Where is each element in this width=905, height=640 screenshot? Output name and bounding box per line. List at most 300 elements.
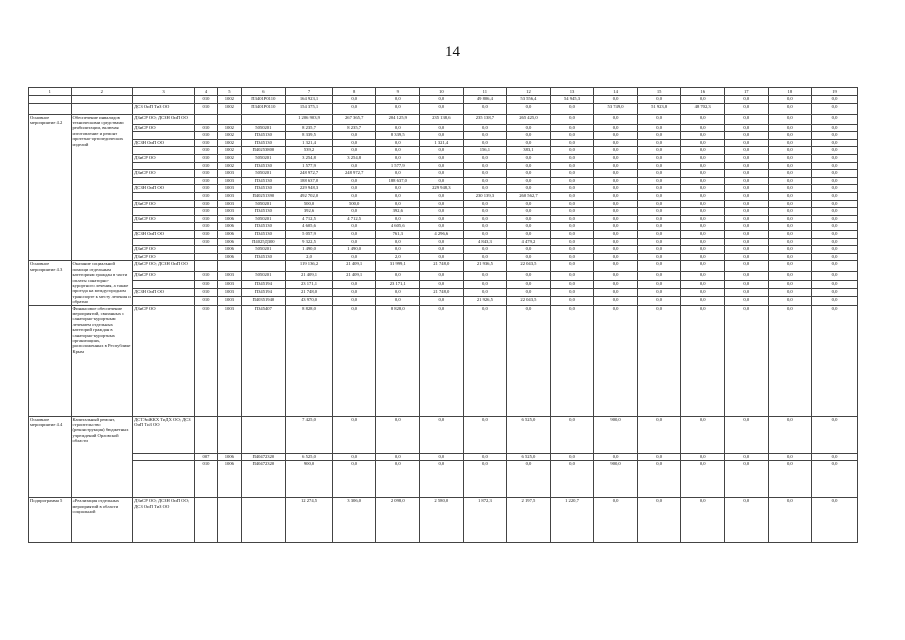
- amount-cell: 188 637,0: [286, 177, 333, 185]
- amount-cell: 0,0: [507, 288, 551, 296]
- amount-cell: 0,0: [812, 280, 858, 288]
- amount-cell: 6 525,0: [286, 453, 333, 461]
- amount-cell: 0,0: [550, 280, 594, 288]
- amount-cell: 0,0: [681, 253, 725, 261]
- amount-cell: 43 970,0: [286, 297, 333, 305]
- code-cell: 010: [194, 132, 217, 140]
- amount-cell: 0,0: [594, 192, 638, 200]
- table-row: [29, 177, 858, 185]
- amount-cell: 4 296,6: [420, 230, 464, 238]
- amount-cell: 0,0: [637, 185, 681, 193]
- code-cell: 1002: [218, 162, 241, 170]
- amount-cell: 0,0: [550, 230, 594, 238]
- amount-cell: 0,0: [812, 297, 858, 305]
- code-cell: 1006: [218, 253, 241, 261]
- header-cell: 10: [420, 88, 464, 96]
- amount-cell: 0,0: [550, 147, 594, 155]
- amount-cell: 0,0: [420, 170, 464, 178]
- code-cell: [241, 498, 286, 543]
- code-cell: [194, 498, 217, 543]
- table-row: [29, 139, 858, 147]
- code-cell: П4025Д300: [241, 238, 286, 246]
- amount-cell: 0,0: [724, 208, 768, 216]
- amount-cell: 0,0: [724, 280, 768, 288]
- amount-cell: 0,0: [768, 200, 812, 208]
- code-cell: П40253800: [241, 147, 286, 155]
- amount-cell: 0,0: [420, 238, 464, 246]
- amount-cell: 156,1: [463, 147, 507, 155]
- amount-cell: 0,0: [420, 223, 464, 231]
- executor-cell: ДЗиСР ОО: [133, 200, 195, 208]
- amount-cell: 0,0: [420, 177, 464, 185]
- amount-cell: 4 843,3: [463, 238, 507, 246]
- amount-cell: 1 490,0: [286, 246, 333, 254]
- amount-cell: 0,0: [724, 238, 768, 246]
- amount-cell: 0,0: [594, 139, 638, 147]
- amount-cell: 248 972,7: [332, 170, 376, 178]
- amount-cell: 0,0: [681, 139, 725, 147]
- amount-cell: 0,0: [594, 230, 638, 238]
- amount-cell: 0,0: [812, 103, 858, 114]
- code-cell: 5050201: [241, 124, 286, 132]
- amount-cell: 0,0: [724, 288, 768, 296]
- amount-cell: 9 322,5: [286, 238, 333, 246]
- executor-cell: ДЗиСР ОО: [133, 305, 195, 416]
- amount-cell: 0,0: [768, 272, 812, 280]
- executor-cell: ДЗиСР ОО: [133, 246, 195, 254]
- amount-cell: 1 577,9: [286, 162, 333, 170]
- amount-cell: 0,0: [637, 177, 681, 185]
- amount-cell: 4 605,6: [376, 223, 420, 231]
- executor-cell: ДСЗН ОиП ОО: [133, 139, 195, 147]
- amount-cell: 0,0: [463, 154, 507, 162]
- table-row: [29, 416, 858, 453]
- code-cell: 1006: [218, 215, 241, 223]
- amount-cell: 0,0: [420, 154, 464, 162]
- amount-cell: 0,0: [463, 208, 507, 216]
- amount-cell: 0,0: [376, 192, 420, 200]
- code-cell: 1003: [218, 192, 241, 200]
- amount-cell: 0,0: [550, 261, 594, 272]
- amount-cell: 0,0: [637, 416, 681, 453]
- code-cell: [194, 416, 217, 453]
- amount-cell: 3 306,0: [332, 498, 376, 543]
- amount-cell: 392,6: [376, 208, 420, 216]
- amount-cell: 0,0: [681, 147, 725, 155]
- amount-cell: 0,0: [550, 192, 594, 200]
- amount-cell: 0,0: [594, 147, 638, 155]
- amount-cell: 0,0: [376, 154, 420, 162]
- amount-cell: 21 936,5: [463, 261, 507, 272]
- header-cell: 17: [724, 88, 768, 96]
- header-cell: 15: [637, 88, 681, 96]
- amount-cell: 0,0: [681, 305, 725, 416]
- amount-cell: 2,0: [376, 253, 420, 261]
- executor-cell: ДЗиСР ОО; ДСЗН ОиП ОО: [133, 114, 195, 124]
- amount-cell: 0,0: [463, 200, 507, 208]
- table-row: [29, 305, 858, 416]
- amount-cell: 0,0: [724, 147, 768, 155]
- code-cell: 010: [194, 185, 217, 193]
- code-cell: 010: [194, 192, 217, 200]
- amount-cell: 4 605,6: [286, 223, 333, 231]
- amount-cell: 0,0: [463, 215, 507, 223]
- amount-cell: 0,0: [376, 170, 420, 178]
- amount-cell: 0,0: [420, 162, 464, 170]
- amount-cell: 0,0: [420, 124, 464, 132]
- code-cell: 010: [194, 461, 217, 498]
- code-cell: 010: [194, 177, 217, 185]
- amount-cell: 0,0: [507, 280, 551, 288]
- table-row: [29, 230, 858, 238]
- amount-cell: 6 525,0: [507, 453, 551, 461]
- code-cell: 1003: [218, 185, 241, 193]
- header-cell: 4: [194, 88, 217, 96]
- amount-cell: 0,0: [463, 230, 507, 238]
- code-cell: 1003: [218, 288, 241, 296]
- amount-cell: 0,0: [637, 208, 681, 216]
- executor-cell: ДЗиСР ОО: [133, 154, 195, 162]
- amount-cell: 119 136,2: [286, 261, 333, 272]
- executor-cell: ДЗиСР ОО; ДСЗН ОиП ОО; ДСЗ ОиП ТиЗ ОО: [133, 498, 195, 543]
- amount-cell: 0,0: [812, 305, 858, 416]
- amount-cell: 8 235,7: [332, 124, 376, 132]
- amount-cell: 0,0: [594, 162, 638, 170]
- budget-table: [28, 87, 858, 543]
- amount-cell: 0,0: [376, 185, 420, 193]
- amount-cell: 0,0: [812, 208, 858, 216]
- code-cell: П345194: [241, 288, 286, 296]
- amount-cell: 0,0: [724, 103, 768, 114]
- amount-cell: 383,1: [507, 147, 551, 155]
- amount-cell: 0,0: [724, 461, 768, 498]
- executor-cell: [133, 280, 195, 288]
- amount-cell: 0,0: [332, 162, 376, 170]
- amount-cell: 0,0: [376, 461, 420, 498]
- amount-cell: 0,0: [812, 261, 858, 272]
- executor-cell: [133, 223, 195, 231]
- amount-cell: 0,0: [724, 498, 768, 543]
- page-number: 14: [445, 44, 460, 60]
- amount-cell: 0,0: [637, 230, 681, 238]
- amount-cell: 0,0: [812, 230, 858, 238]
- amount-cell: 0,0: [812, 192, 858, 200]
- amount-cell: 0,0: [550, 139, 594, 147]
- amount-cell: 4 479,2: [507, 238, 551, 246]
- amount-cell: 0,0: [724, 177, 768, 185]
- amount-cell: 0,0: [420, 453, 464, 461]
- executor-cell: [133, 162, 195, 170]
- amount-cell: 0,0: [420, 461, 464, 498]
- executor-cell: [133, 177, 195, 185]
- amount-cell: 0,0: [332, 192, 376, 200]
- amount-cell: 0,0: [812, 238, 858, 246]
- amount-cell: 0,0: [332, 238, 376, 246]
- amount-cell: 0,0: [463, 139, 507, 147]
- table-row: [29, 261, 858, 272]
- executor-cell: ДЗиСР ОО: [133, 215, 195, 223]
- amount-cell: 0,0: [768, 461, 812, 498]
- amount-cell: 0,0: [594, 154, 638, 162]
- amount-cell: 0,0: [812, 288, 858, 296]
- amount-cell: 0,0: [550, 103, 594, 114]
- amount-cell: 0,0: [768, 96, 812, 104]
- amount-cell: 0,0: [637, 170, 681, 178]
- code-cell: [218, 498, 241, 543]
- executor-cell: ДСЗ ОиП ТиЗ ОО: [133, 103, 195, 114]
- amount-cell: 0,0: [724, 305, 768, 416]
- amount-cell: 0,0: [724, 297, 768, 305]
- table-row: [29, 103, 858, 114]
- amount-cell: 0,0: [376, 297, 420, 305]
- amount-cell: 0,0: [594, 124, 638, 132]
- amount-cell: 0,0: [768, 246, 812, 254]
- header-cell: 12: [507, 88, 551, 96]
- amount-cell: 0,0: [768, 124, 812, 132]
- amount-cell: 0,0: [724, 230, 768, 238]
- code-cell: 010: [194, 154, 217, 162]
- amount-cell: 0,0: [681, 416, 725, 453]
- executor-cell: ДСЗН ОиП ОО: [133, 185, 195, 193]
- amount-cell: 0,0: [594, 96, 638, 104]
- amount-cell: 54 945,3: [550, 96, 594, 104]
- amount-cell: 0,0: [681, 154, 725, 162]
- table-row: [29, 200, 858, 208]
- amount-cell: 1 321,4: [420, 139, 464, 147]
- header-cell: 2: [71, 88, 133, 96]
- amount-cell: 0,0: [681, 162, 725, 170]
- amount-cell: 0,0: [507, 208, 551, 216]
- code-cell: 1002: [218, 139, 241, 147]
- code-cell: 1002: [218, 132, 241, 140]
- header-cell: 8: [332, 88, 376, 96]
- amount-cell: 0,0: [594, 453, 638, 461]
- amount-cell: 0,0: [724, 416, 768, 453]
- amount-cell: 0,0: [332, 288, 376, 296]
- code-cell: 1003: [218, 170, 241, 178]
- executor-cell: [133, 192, 195, 200]
- amount-cell: 0,0: [420, 192, 464, 200]
- amount-cell: 0,0: [376, 272, 420, 280]
- code-cell: П3401Р0110: [241, 96, 286, 104]
- amount-cell: 0,0: [812, 200, 858, 208]
- amount-cell: 0,0: [812, 223, 858, 231]
- amount-cell: 0,0: [550, 253, 594, 261]
- amount-cell: 0,0: [681, 288, 725, 296]
- amount-cell: 0,0: [332, 230, 376, 238]
- amount-cell: 0,0: [550, 170, 594, 178]
- amount-cell: 0,0: [594, 280, 638, 288]
- code-cell: П345130: [241, 139, 286, 147]
- code-cell: 1003: [218, 177, 241, 185]
- amount-cell: 0,0: [463, 132, 507, 140]
- amount-cell: 0,0: [550, 297, 594, 305]
- amount-cell: 0,0: [724, 200, 768, 208]
- code-cell: 010: [194, 103, 217, 114]
- executor-cell: [133, 147, 195, 155]
- amount-cell: 0,0: [681, 223, 725, 231]
- code-cell: 1006: [218, 246, 241, 254]
- table-row: [29, 154, 858, 162]
- amount-cell: 0,0: [812, 185, 858, 193]
- amount-cell: 0,0: [637, 238, 681, 246]
- code-cell: 1002: [218, 124, 241, 132]
- amount-cell: 229 948,3: [420, 185, 464, 193]
- amount-cell: 0,0: [812, 453, 858, 461]
- amount-cell: 5 057,9: [286, 230, 333, 238]
- code-cell: [218, 114, 241, 124]
- amount-cell: 31 999,1: [376, 261, 420, 272]
- amount-cell: 0,0: [768, 261, 812, 272]
- amount-cell: 0,0: [681, 461, 725, 498]
- amount-cell: 0,0: [637, 147, 681, 155]
- amount-cell: 0,0: [768, 305, 812, 416]
- amount-cell: 0,0: [594, 170, 638, 178]
- code-cell: 1002: [218, 96, 241, 104]
- amount-cell: 0,0: [463, 288, 507, 296]
- amount-cell: 0,0: [550, 208, 594, 216]
- executor-cell: ДСЗН ОиП ОО: [133, 288, 195, 296]
- measure-name-cell: [29, 305, 72, 416]
- amount-cell: 0,0: [724, 215, 768, 223]
- amount-cell: 1 206 903,9: [286, 114, 333, 124]
- amount-cell: 0,0: [812, 147, 858, 155]
- amount-cell: 0,0: [332, 96, 376, 104]
- measure-name-cell: Подпрограмма 5: [29, 498, 72, 543]
- amount-cell: 0,0: [550, 215, 594, 223]
- amount-cell: 0,0: [637, 461, 681, 498]
- amount-cell: 0,0: [420, 215, 464, 223]
- header-cell: 16: [681, 88, 725, 96]
- code-cell: П345130: [241, 132, 286, 140]
- amount-cell: 0,0: [637, 253, 681, 261]
- amount-cell: 0,0: [332, 185, 376, 193]
- amount-cell: 0,0: [637, 280, 681, 288]
- code-cell: [241, 261, 286, 272]
- amount-cell: 0,0: [681, 200, 725, 208]
- amount-cell: 1 220,7: [550, 498, 594, 543]
- table-row: [29, 185, 858, 193]
- amount-cell: 539,2: [286, 147, 333, 155]
- code-cell: 1003: [218, 297, 241, 305]
- amount-cell: 0,0: [681, 272, 725, 280]
- amount-cell: 0,0: [507, 162, 551, 170]
- amount-cell: 0,0: [768, 453, 812, 461]
- amount-cell: 8 339,5: [376, 132, 420, 140]
- amount-cell: 0,0: [724, 272, 768, 280]
- amount-cell: 265 425,0: [507, 114, 551, 124]
- amount-cell: 0,0: [507, 200, 551, 208]
- executor-cell: [133, 238, 195, 246]
- amount-cell: 0,0: [681, 185, 725, 193]
- header-cell: 6: [241, 88, 286, 96]
- amount-cell: 0,0: [724, 185, 768, 193]
- amount-cell: 0,0: [550, 305, 594, 416]
- amount-cell: 7 425,0: [286, 416, 333, 453]
- executor-cell: ДЗиСР ОО; ДСЗН ОиП ОО: [133, 261, 195, 272]
- amount-cell: 0,0: [550, 177, 594, 185]
- amount-cell: 0,0: [376, 288, 420, 296]
- amount-cell: 0,0: [376, 416, 420, 453]
- amount-cell: 0,0: [376, 139, 420, 147]
- table-row: [29, 498, 858, 543]
- amount-cell: 0,0: [463, 272, 507, 280]
- amount-cell: 0,0: [332, 297, 376, 305]
- table-row: [29, 147, 858, 155]
- amount-cell: 235 138,6: [420, 114, 464, 124]
- code-cell: 1003: [218, 280, 241, 288]
- amount-cell: 0,0: [768, 208, 812, 216]
- code-cell: 5050201: [241, 154, 286, 162]
- executor-cell: ДЗиСР ОО: [133, 272, 195, 280]
- amount-cell: 0,0: [550, 238, 594, 246]
- amount-cell: 0,0: [507, 124, 551, 132]
- amount-cell: 0,0: [594, 132, 638, 140]
- amount-cell: 0,0: [594, 261, 638, 272]
- measure-name-cell: [29, 103, 72, 114]
- amount-cell: 0,0: [376, 124, 420, 132]
- amount-cell: 0,0: [594, 238, 638, 246]
- amount-cell: 0,0: [637, 114, 681, 124]
- amount-cell: 0,0: [681, 132, 725, 140]
- measure-name-cell: Основное мероприятие 4.2: [29, 114, 72, 261]
- amount-cell: 21 926,5: [463, 297, 507, 305]
- amount-cell: 0,0: [594, 215, 638, 223]
- amount-cell: 0,0: [550, 154, 594, 162]
- amount-cell: 0,0: [550, 114, 594, 124]
- code-cell: 1006: [218, 238, 241, 246]
- amount-cell: 0,0: [768, 170, 812, 178]
- amount-cell: 0,0: [681, 230, 725, 238]
- table-row: [29, 272, 858, 280]
- amount-cell: 0,0: [550, 223, 594, 231]
- amount-cell: 0,0: [768, 498, 812, 543]
- code-cell: 1006: [218, 461, 241, 498]
- header-cell: 11: [463, 88, 507, 96]
- amount-cell: 0,0: [420, 208, 464, 216]
- amount-cell: 0,0: [594, 185, 638, 193]
- code-cell: П345130: [241, 177, 286, 185]
- measure-description-cell: Финансовое обеспечение мероприятий, связанных с санаторно-курортным лечением отдельных категорий граждан в санаторно-курортных организациях, расположенных в Республике Крым: [71, 305, 133, 416]
- header-cell: 14: [594, 88, 638, 96]
- table-row: [29, 453, 858, 461]
- amount-cell: 2 098,0: [376, 498, 420, 543]
- table-row: [29, 223, 858, 231]
- amount-cell: 0,0: [637, 223, 681, 231]
- code-cell: 010: [194, 96, 217, 104]
- code-cell: П40351940: [241, 297, 286, 305]
- amount-cell: 0,0: [332, 280, 376, 288]
- amount-cell: 0,0: [420, 297, 464, 305]
- amount-cell: 0,0: [768, 416, 812, 453]
- amount-cell: 2 197,5: [507, 498, 551, 543]
- amount-cell: 0,0: [637, 297, 681, 305]
- code-cell: 5050201: [241, 272, 286, 280]
- amount-cell: 0,0: [420, 200, 464, 208]
- amount-cell: 0,0: [507, 177, 551, 185]
- amount-cell: 0,0: [681, 238, 725, 246]
- amount-cell: 0,0: [507, 223, 551, 231]
- amount-cell: 0,0: [507, 253, 551, 261]
- code-cell: 010: [194, 147, 217, 155]
- amount-cell: 0,0: [376, 215, 420, 223]
- amount-cell: 0,0: [332, 461, 376, 498]
- amount-cell: 0,0: [463, 223, 507, 231]
- table-row: [29, 215, 858, 223]
- amount-cell: 0,0: [594, 297, 638, 305]
- amount-cell: 0,0: [332, 305, 376, 416]
- code-cell: П3401Р0110: [241, 103, 286, 114]
